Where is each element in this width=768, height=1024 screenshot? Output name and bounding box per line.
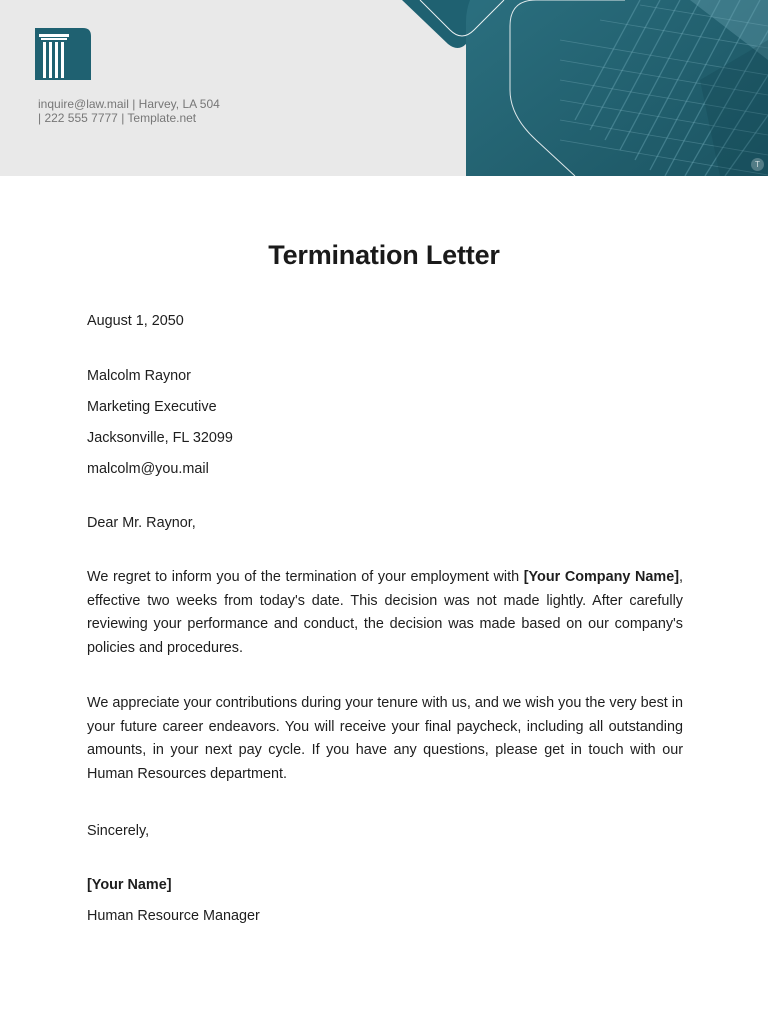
salutation: Dear Mr. Raynor, <box>87 515 196 531</box>
paragraph-1-start: We regret to inform you of the termination of your employment with <box>87 569 524 585</box>
recipient-email: malcolm@you.mail <box>87 461 209 477</box>
paragraph-1-end: , effective two weeks from today's date. This decision was not made lightly. After carefully reviewing your performance and conduct, the decision was made based on our company's policies and procedures. <box>87 569 683 657</box>
header-decoration <box>0 0 768 176</box>
contact-line-1: inquire@law.mail | Harvey, LA 504 <box>38 97 220 111</box>
recipient-position: Marketing Executive <box>87 399 217 415</box>
contact-info <box>38 98 220 125</box>
closing: Sincerely, <box>87 823 150 839</box>
letter-date: August 1, 2050 <box>87 313 184 329</box>
signature-name: [Your Name] <box>87 877 172 893</box>
letterhead <box>0 0 768 176</box>
letter-title: Termination Letter <box>268 240 500 270</box>
company-name-placeholder: [Your Company Name] <box>523 569 679 585</box>
signature-title: Human Resource Manager <box>87 908 260 924</box>
pillar-icon <box>35 28 91 80</box>
recipient-location: Jacksonville, FL 32099 <box>87 430 233 446</box>
building-photo-shape <box>440 0 768 176</box>
paragraph-2: We appreciate your contributions during your tenure with us, and we wish you the very best in your future career endeavors. You will receive your final paycheck, including all outstanding amounts, in your next pay cycle. If you have any questions, please get in touch with our Human Resources department. <box>87 695 683 783</box>
corner-mark: T <box>751 158 764 171</box>
paragraph-1 <box>87 566 683 661</box>
contact-line-2: | 222 555 7777 | Template.net <box>38 110 197 125</box>
recipient-name: Malcolm Raynor <box>87 368 191 384</box>
